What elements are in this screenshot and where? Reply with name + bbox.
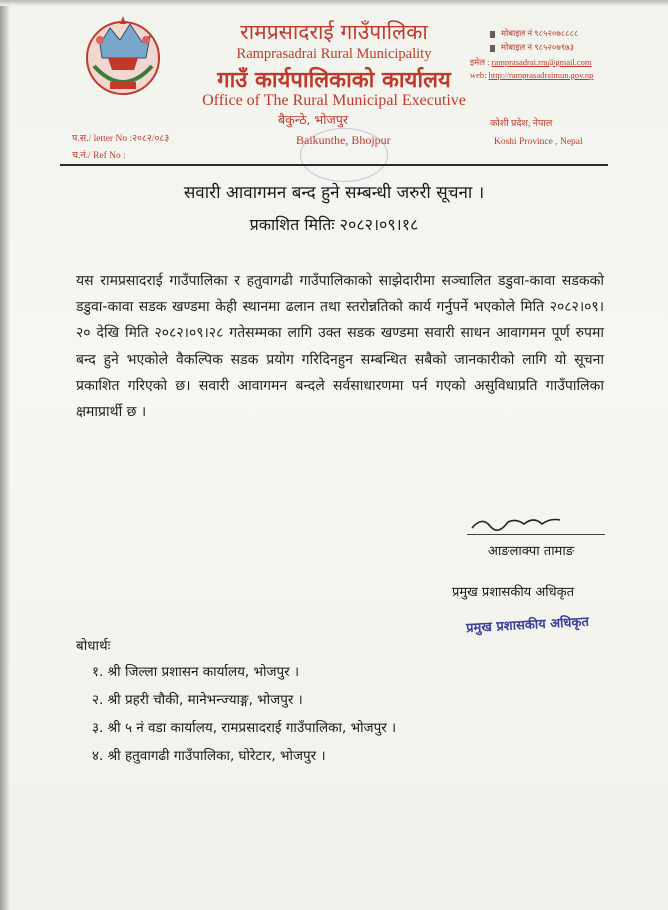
cc-item: २. श्री प्रहरी चौकी, मानेभन्ज्याङ्ग, भोजपुर । <box>92 692 303 708</box>
page-top-edge <box>0 0 668 6</box>
phone-2: मोबाइल नं ९८५२०७९७३ <box>490 42 574 53</box>
office-name-nepali: रामप्रसादराई गाउँपालिका <box>240 20 428 44</box>
notice-title: सवारी आवागमन बन्द हुने सम्बन्धी जरुरी सूचना । <box>183 183 485 203</box>
header-divider <box>60 164 608 166</box>
phone-icon <box>490 45 495 52</box>
website-link[interactable]: http://ramprasadraimun.gov.np <box>488 70 594 80</box>
email-link[interactable]: ramprasadrai.rm@gmail.com <box>491 57 592 67</box>
cc-item: ३. श्री ५ नं वडा कार्यालय, रामप्रसादराई गाउँपालिका, भोजपुर । <box>92 720 397 736</box>
letter-number: प.स./ letter No :२०८२/०८३ <box>72 134 170 144</box>
place-nepali: बैकुन्ठे, भोजपुर <box>278 112 348 127</box>
cc-item: १. श्री जिल्ला प्रशासन कार्यालय, भोजपुर । <box>92 664 300 680</box>
email-line: इमेल : ramprasadrai.rm@gmail.com <box>470 57 592 67</box>
province-nepali: कोशी प्रदेश, नेपाल <box>490 119 553 129</box>
reference-number: च.नं./ Ref No : <box>72 151 126 161</box>
office-name-english: Ramprasadrai Rural Municipality <box>236 46 432 62</box>
official-stamp: प्रमुख प्रशासकीय अधिकृत <box>465 614 590 637</box>
web-line: web: http://ramprasadraimun.gov.np <box>470 70 594 80</box>
notice-body: यस रामप्रसादराई गाउँपालिका र हतुवागढी गाउँपालिकाको साझेदारीमा सञ्चालित डडुवा-कावा सडकको डडुवा-कावा सडक खण्डमा केही स्थानमा ढलान तथा स्तरोन्नतिको कार्य गर्नुपर्ने भएकोले मिति २०८२।०९।२० देखि मिति २०८२।०९।२८ गतेसम्मका लागि उक्त सडक खण्डमा सवारी साधन आवागमन पूर्ण रुपमा बन्द हुने भएकोले वैकल्पिक सडक प्रयोग गरिदिनहुन सम्बन्धित सबैको जानकारीको लागि यो सूचना प्रकाशित गरिएको छ। सवारी आवागमन बन्दले सर्वसाधारणमा पर्न गएको असुविधाप्रति गाउँपालिका क्षमाप्रार्थी छ । <box>76 273 604 421</box>
signature-icon <box>468 512 568 534</box>
page-shadow <box>0 0 10 910</box>
signatory-name: आङलाक्पा तामाङ <box>488 544 574 559</box>
phone-1: मोबाइल नं ९८५२०७८८८८ <box>490 28 578 39</box>
province-english: Koshi Province , Nepal <box>494 137 583 147</box>
place-english: Baikunthe, Bhojpur <box>296 133 391 147</box>
cc-item: ४. श्री हतुवागढी गाउँपालिका, घोरेटार, भोजपुर । <box>92 748 326 764</box>
executive-office-english: Office of The Rural Municipal Executive <box>202 92 466 109</box>
executive-office-nepali: गाउँ कार्यपालिकाको कार्यालय <box>217 67 451 93</box>
signature-line <box>467 534 605 535</box>
phone-icon <box>490 31 495 38</box>
cc-label: बोधार्थः <box>76 638 111 654</box>
office-seal-icon <box>300 128 388 182</box>
publish-date: प्रकाशित मितिः २०८२।०९।१८ <box>249 215 419 234</box>
signatory-title: प्रमुख प्रशासकीय अधिकृत <box>452 585 575 600</box>
